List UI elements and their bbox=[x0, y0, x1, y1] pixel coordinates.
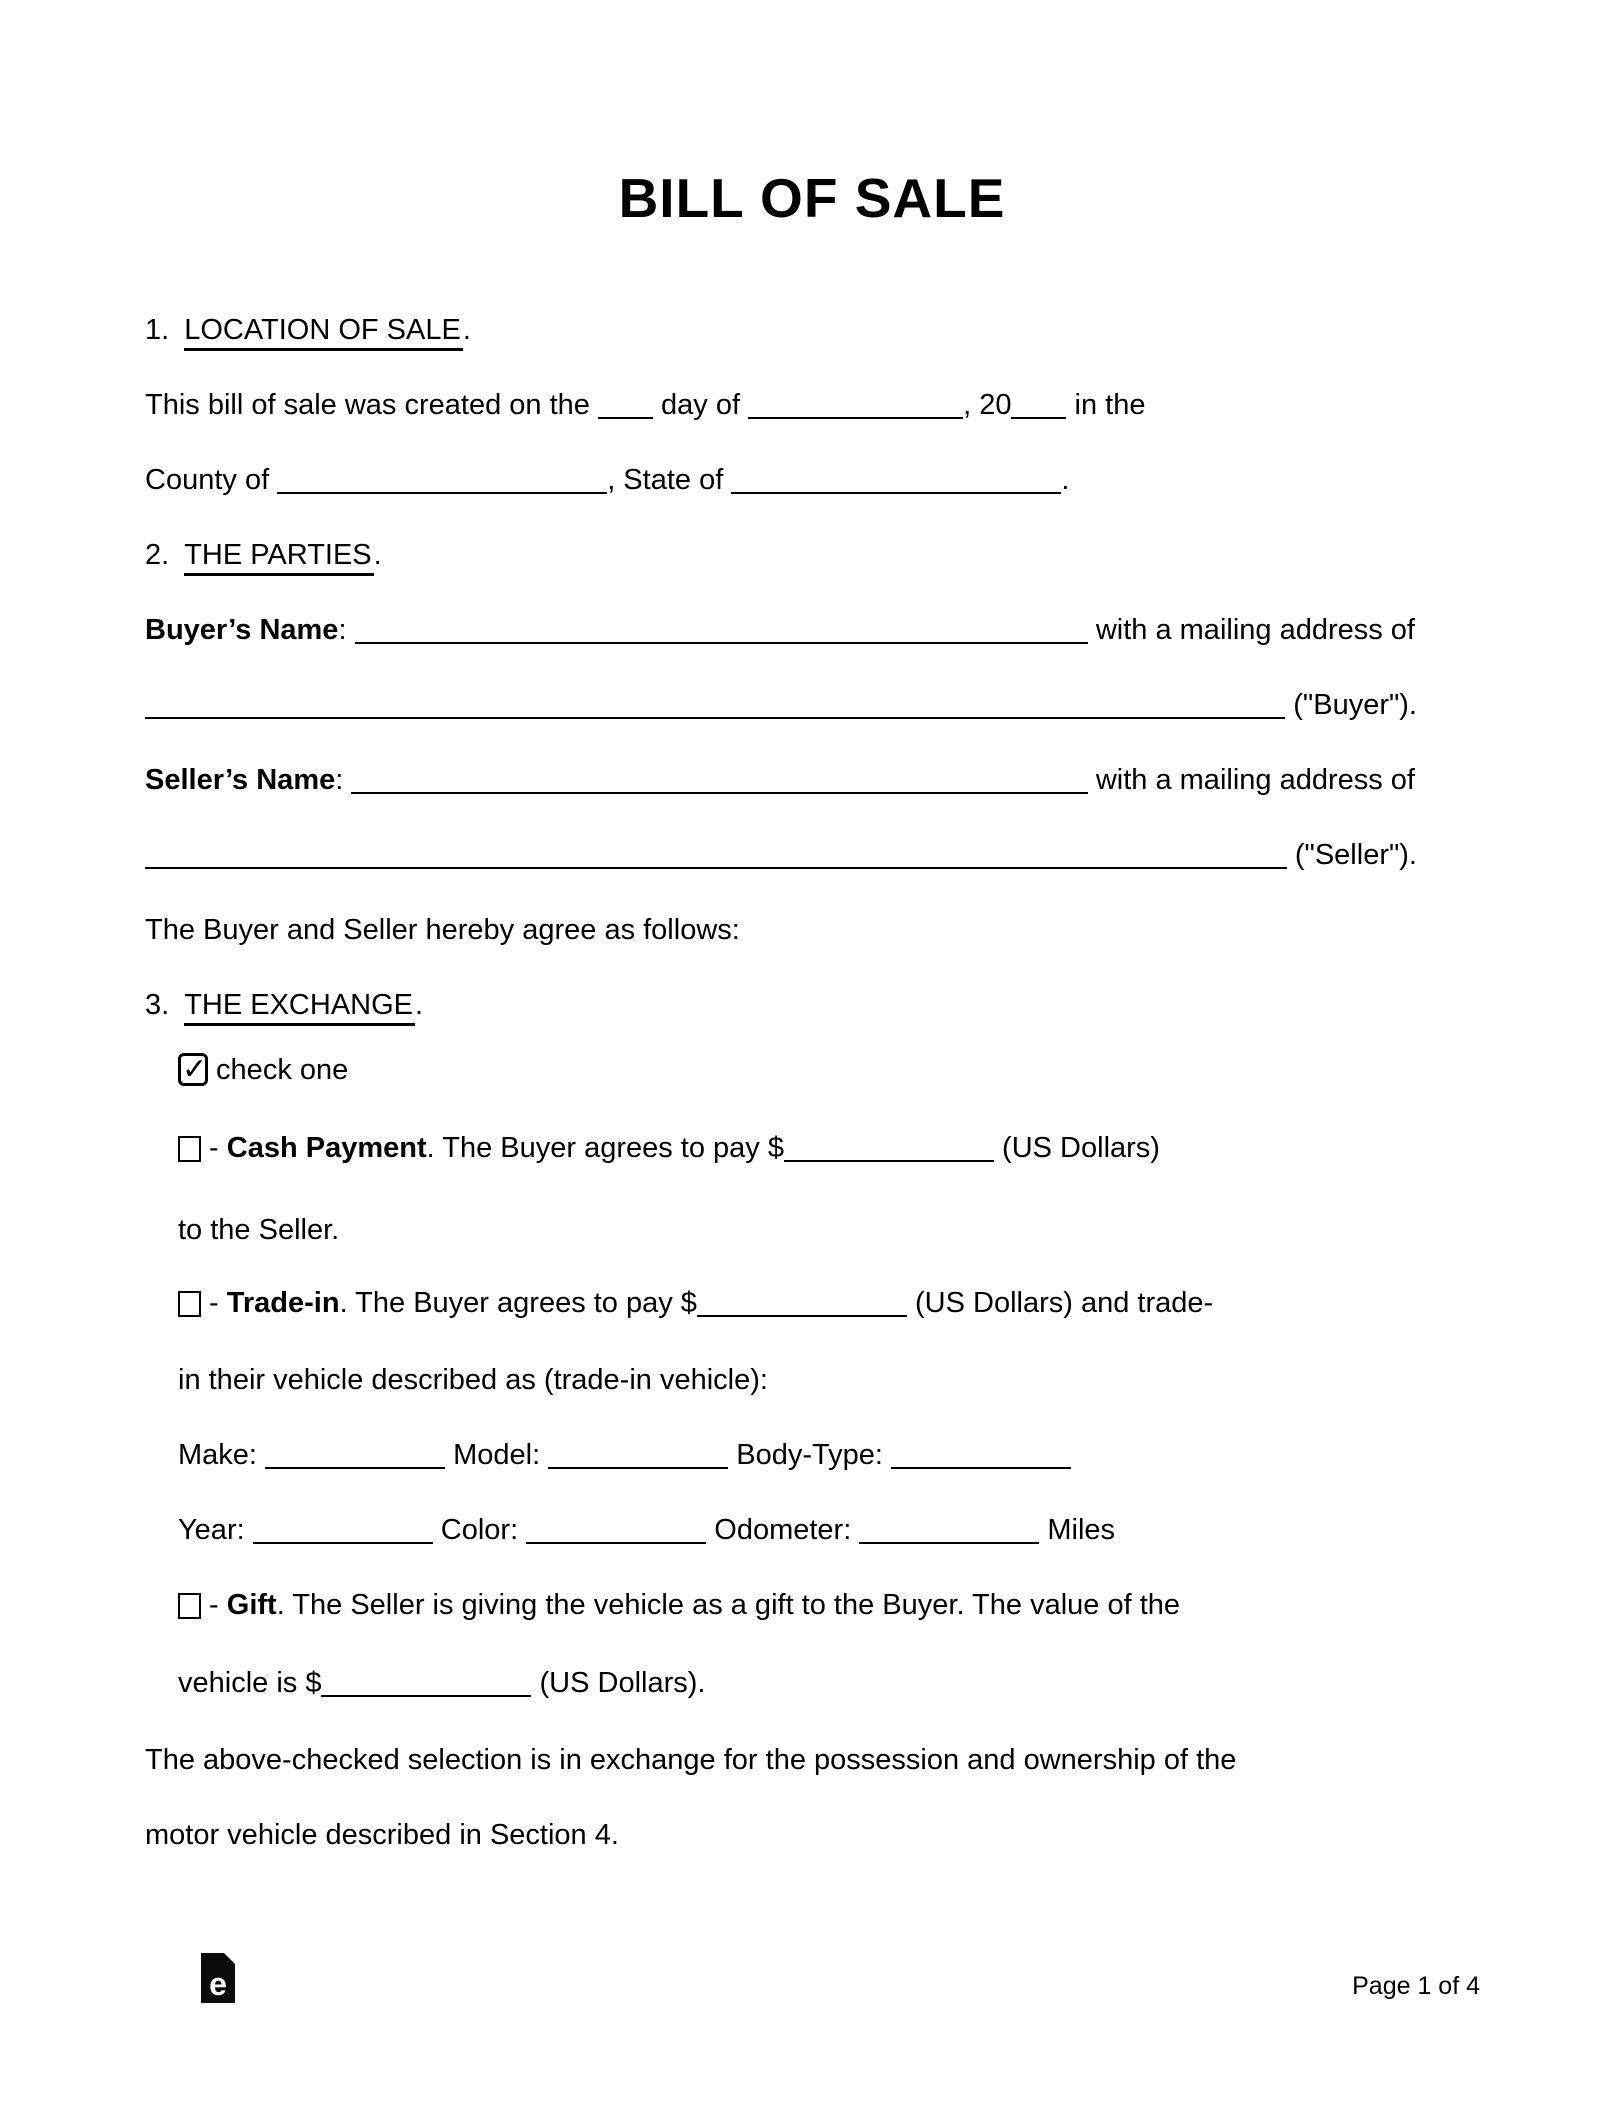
section-1-period: . bbox=[462, 314, 471, 346]
cash-payment-checkbox[interactable] bbox=[178, 1136, 201, 1162]
seller-name-line bbox=[145, 762, 1415, 798]
state-label: , State of bbox=[607, 464, 732, 496]
body-type-blank[interactable] bbox=[891, 1467, 1071, 1469]
section-2-period: . bbox=[373, 539, 382, 571]
seller-address-blank[interactable] bbox=[145, 867, 1287, 869]
closing-text-2: motor vehicle described in Section 4. bbox=[145, 1819, 619, 1851]
gift-line bbox=[178, 1587, 1180, 1623]
buyer-name-label: Buyer’s Name bbox=[145, 614, 339, 646]
trade-in-line bbox=[178, 1285, 1213, 1321]
section-2-number: 2. bbox=[145, 539, 170, 571]
state-blank[interactable] bbox=[731, 492, 1061, 494]
vehicle-row-2 bbox=[178, 1512, 1115, 1548]
vehicle-year-blank[interactable] bbox=[253, 1542, 433, 1544]
section-3-title: THE EXCHANGE bbox=[184, 987, 415, 1026]
body-type-label: Body-Type: bbox=[728, 1439, 892, 1471]
closing-sentence-line-1 bbox=[145, 1742, 1236, 1778]
gift-label: Gift bbox=[226, 1589, 277, 1621]
location-sentence-line-2 bbox=[145, 462, 1069, 498]
seller-name-colon: : bbox=[335, 764, 352, 796]
eforms-logo-letter: e bbox=[209, 1966, 227, 2002]
created-text-pre: This bill of sale was created on the bbox=[145, 389, 598, 421]
day-blank[interactable] bbox=[598, 417, 653, 419]
seller-address-post: ("Seller"). bbox=[1286, 839, 1417, 871]
gift-value-post: (US Dollars). bbox=[531, 1667, 706, 1699]
created-text-mid: day of bbox=[652, 389, 749, 421]
section-2-title: THE PARTIES bbox=[184, 537, 373, 576]
odometer-label: Odometer: bbox=[706, 1514, 860, 1546]
trade-amount-blank[interactable] bbox=[697, 1315, 907, 1317]
cash-payment-continuation bbox=[178, 1212, 339, 1248]
cash-payment-cont-text: to the Seller. bbox=[178, 1214, 340, 1246]
cash-payment-line bbox=[178, 1130, 1160, 1166]
buyer-address-line bbox=[145, 687, 1417, 723]
section-3-heading bbox=[145, 987, 423, 1023]
closing-sentence-line-2 bbox=[145, 1817, 619, 1853]
year-blank[interactable] bbox=[1011, 417, 1066, 419]
trade-in-continuation bbox=[178, 1362, 768, 1398]
miles-label: Miles bbox=[1039, 1514, 1116, 1546]
cash-payment-post: (US Dollars) bbox=[994, 1132, 1160, 1164]
agreement-text: The Buyer and Seller hereby agree as follows: bbox=[145, 914, 740, 946]
buyer-address-post: ("Buyer"). bbox=[1285, 689, 1417, 721]
check-one-label: check one bbox=[208, 1054, 349, 1086]
gift-checkbox[interactable] bbox=[178, 1593, 201, 1619]
cash-payment-label: Cash Payment bbox=[226, 1132, 427, 1164]
trade-in-label: Trade-in bbox=[226, 1287, 340, 1319]
gift-amount-blank[interactable] bbox=[321, 1695, 531, 1697]
seller-address-line bbox=[145, 837, 1417, 873]
gift-continuation bbox=[178, 1665, 705, 1701]
seller-name-label: Seller’s Name bbox=[145, 764, 336, 796]
agreement-sentence bbox=[145, 912, 740, 948]
buyer-name-blank[interactable] bbox=[355, 642, 1088, 644]
make-blank[interactable] bbox=[265, 1467, 445, 1469]
color-label: Color: bbox=[432, 1514, 527, 1546]
section-2-heading bbox=[145, 537, 382, 573]
section-1-number: 1. bbox=[145, 314, 170, 346]
trade-in-post: (US Dollars) and trade- bbox=[906, 1287, 1214, 1319]
buyer-address-blank[interactable] bbox=[145, 717, 1285, 719]
trade-in-cont-text: in their vehicle described as (trade-in vehicle): bbox=[178, 1364, 768, 1396]
cash-dash: - bbox=[201, 1132, 227, 1164]
county-sentence-period: . bbox=[1061, 464, 1070, 496]
gift-dash: - bbox=[201, 1589, 227, 1621]
page-fold-icon bbox=[224, 1953, 235, 1964]
seller-name-blank[interactable] bbox=[351, 792, 1087, 794]
color-blank[interactable] bbox=[526, 1542, 706, 1544]
cash-payment-text: . The Buyer agrees to pay $ bbox=[426, 1132, 784, 1164]
location-sentence-line-1 bbox=[145, 387, 1145, 423]
gift-value-pre: vehicle is $ bbox=[178, 1667, 322, 1699]
trade-dash: - bbox=[201, 1287, 227, 1319]
created-text-year: , 20 bbox=[963, 389, 1012, 421]
month-blank[interactable] bbox=[748, 417, 963, 419]
section-1-title: LOCATION OF SALE bbox=[184, 312, 463, 351]
seller-name-post: with a mailing address of bbox=[1087, 764, 1415, 796]
county-label: County of bbox=[145, 464, 278, 496]
check-icon: ✓ bbox=[182, 1052, 208, 1088]
trade-in-text: . The Buyer agrees to pay $ bbox=[339, 1287, 697, 1319]
buyer-name-post: with a mailing address of bbox=[1087, 614, 1415, 646]
buyer-name-line bbox=[145, 612, 1415, 648]
year-label: Year: bbox=[178, 1514, 253, 1546]
model-blank[interactable] bbox=[548, 1467, 728, 1469]
odometer-blank[interactable] bbox=[859, 1542, 1039, 1544]
page-indicator: Page 1 of 4 bbox=[1352, 1972, 1480, 2000]
model-label: Model: bbox=[445, 1439, 549, 1471]
section-3-number: 3. bbox=[145, 989, 170, 1021]
cash-amount-blank[interactable] bbox=[784, 1160, 994, 1162]
created-text-post: in the bbox=[1066, 389, 1146, 421]
eforms-logo bbox=[201, 1953, 235, 2003]
check-one-checkbox[interactable] bbox=[178, 1053, 208, 1086]
vehicle-row-1 bbox=[178, 1437, 1071, 1473]
county-blank[interactable] bbox=[277, 492, 607, 494]
section-1-heading bbox=[145, 312, 471, 348]
trade-in-checkbox[interactable] bbox=[178, 1291, 201, 1317]
document-title: BILL OF SALE bbox=[618, 167, 1006, 229]
buyer-name-colon: : bbox=[338, 614, 355, 646]
make-label: Make: bbox=[178, 1439, 266, 1471]
gift-text: . The Seller is giving the vehicle as a gift to the Buyer. The value of the bbox=[276, 1589, 1181, 1621]
section-3-period: . bbox=[415, 989, 424, 1021]
check-one-line bbox=[178, 1052, 348, 1088]
closing-text-1: The above-checked selection is in exchange for the possession and ownership of the bbox=[145, 1744, 1237, 1776]
